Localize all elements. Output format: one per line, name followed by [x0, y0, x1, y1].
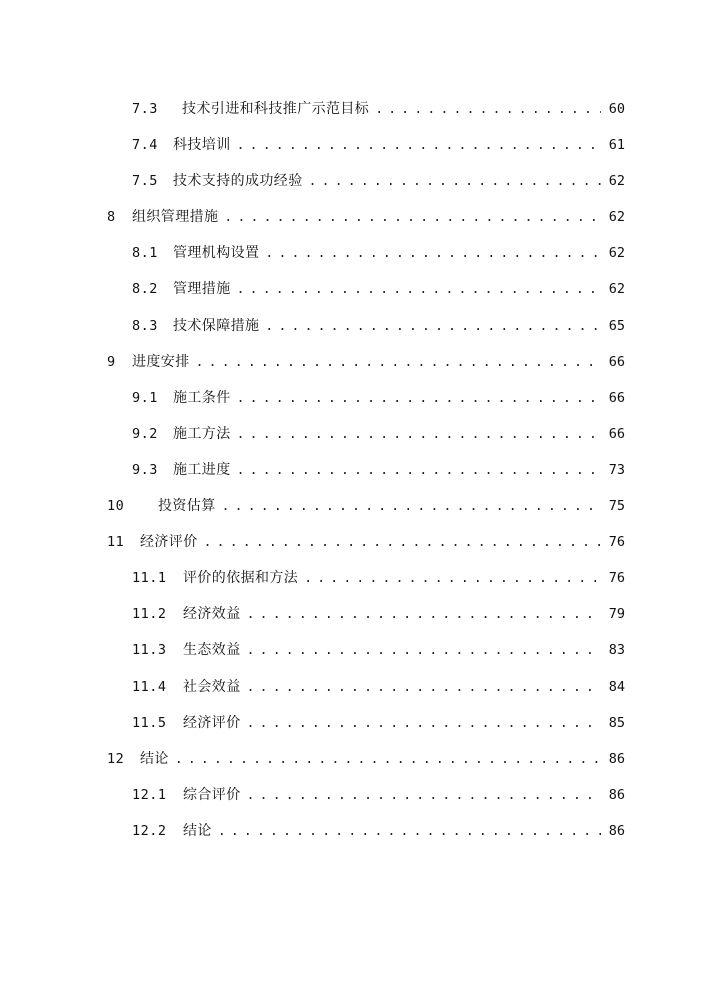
toc-dot-leader	[304, 570, 601, 588]
toc-section-title: 社会效益	[183, 678, 241, 695]
toc-entry-content	[132, 641, 625, 660]
toc-entry-content	[132, 461, 625, 480]
toc-entry-content	[132, 136, 625, 155]
toc-section-title: 生态效益	[183, 642, 241, 659]
toc-page-number: 62	[608, 281, 625, 298]
toc-page-number: 79	[608, 606, 625, 623]
toc-page-number: 75	[608, 498, 625, 515]
toc-section-title: 综合评价	[183, 786, 241, 803]
toc-section-number: 8.1	[132, 245, 158, 262]
toc-page-number: 85	[608, 714, 625, 731]
toc-section-title: 经济评价	[183, 714, 241, 731]
toc-section-title: 结论	[140, 750, 169, 767]
toc-entry-content	[107, 497, 625, 516]
toc-section-number: 7.5	[132, 173, 158, 190]
toc-dot-leader	[204, 534, 601, 552]
toc-entry[interactable]	[0, 234, 703, 270]
toc-section-number: 11.4	[132, 678, 167, 695]
toc-page-number: 62	[608, 209, 625, 226]
toc-page-number: 66	[608, 389, 625, 406]
toc-entry[interactable]	[0, 90, 703, 126]
toc-page-number: 66	[608, 353, 625, 370]
toc-entry[interactable]	[0, 162, 703, 198]
toc-dot-leader	[196, 354, 601, 372]
toc-entry[interactable]	[0, 415, 703, 451]
toc-dot-leader	[265, 245, 600, 263]
toc-entry-content	[132, 100, 625, 119]
toc-section-title: 施工条件	[173, 389, 231, 406]
toc-entry-content	[132, 244, 625, 263]
toc-entry-content	[107, 208, 625, 227]
toc-dot-leader	[309, 173, 601, 191]
toc-section-title: 评价的依据和方法	[183, 570, 299, 587]
toc-entry-content	[132, 569, 625, 588]
toc-section-number: 8.2	[132, 281, 158, 298]
toc-section-number: 11.5	[132, 714, 167, 731]
toc-entry[interactable]	[0, 343, 703, 379]
toc-dot-leader	[247, 642, 601, 660]
toc-section-number: 11.1	[132, 570, 167, 587]
toc-section-number: 7.3	[132, 101, 158, 117]
toc-entry[interactable]	[0, 270, 703, 306]
toc-section-number: 10	[107, 498, 125, 515]
toc-entry-content	[132, 317, 625, 336]
toc-entry[interactable]	[0, 776, 703, 812]
toc-page-number: 86	[608, 786, 625, 803]
toc-entry[interactable]	[0, 595, 703, 631]
toc-entry-content	[132, 280, 625, 299]
toc-section-number: 8	[107, 209, 116, 226]
toc-entry-content	[132, 605, 625, 624]
toc-page-number: 86	[608, 822, 625, 839]
toc-entry-content	[132, 425, 625, 444]
toc-page-number: 66	[608, 425, 625, 442]
toc-section-number: 12	[107, 750, 125, 767]
toc-page-number: 76	[608, 570, 625, 587]
toc-dot-leader	[247, 715, 601, 733]
toc-dot-leader	[247, 787, 601, 805]
toc-section-title: 结论	[183, 822, 212, 839]
toc-section-title: 组织管理措施	[132, 209, 219, 226]
toc-dot-leader	[375, 101, 601, 119]
toc-page-number: 86	[608, 750, 625, 767]
toc-entry[interactable]	[0, 668, 703, 704]
toc-entry-content	[132, 678, 625, 697]
toc-page-number: 65	[608, 317, 625, 334]
toc-section-title: 技术支持的成功经验	[173, 173, 303, 190]
toc-section-title: 经济评价	[140, 534, 198, 551]
toc-section-number: 12.1	[132, 786, 167, 803]
toc-entry[interactable]	[0, 451, 703, 487]
toc-section-title: 管理机构设置	[173, 245, 260, 262]
toc-section-title: 技术引进和科技推广示范目标	[182, 101, 370, 117]
toc-section-number: 9.2	[132, 425, 158, 442]
toc-section-number: 9	[107, 353, 116, 370]
toc-entry-content	[132, 786, 625, 805]
toc-page-number: 62	[608, 245, 625, 262]
table-of-contents	[0, 90, 703, 848]
toc-entry-content	[107, 353, 625, 372]
toc-section-title: 进度安排	[132, 353, 190, 370]
toc-dot-leader	[237, 462, 601, 480]
toc-section-title: 经济效益	[183, 606, 241, 623]
toc-dot-leader	[224, 209, 600, 227]
toc-entry-content	[107, 750, 625, 769]
toc-dot-leader	[237, 281, 601, 299]
toc-section-number: 9.3	[132, 461, 158, 478]
toc-entry[interactable]	[0, 704, 703, 740]
toc-dot-leader	[237, 390, 601, 408]
toc-page-number: 61	[608, 137, 625, 154]
toc-entry-content	[132, 389, 625, 408]
toc-section-number: 11	[107, 534, 125, 551]
toc-dot-leader	[265, 318, 600, 336]
toc-entry-content	[107, 533, 625, 552]
toc-dot-leader	[237, 137, 601, 155]
toc-dot-leader	[222, 498, 601, 516]
toc-section-number: 7.4	[132, 137, 158, 154]
toc-page-number: 84	[608, 678, 625, 695]
toc-section-title: 施工进度	[173, 461, 231, 478]
toc-section-number: 8.3	[132, 317, 158, 334]
toc-page-number: 76	[608, 534, 625, 551]
toc-entry[interactable]	[0, 631, 703, 667]
toc-entry-content	[132, 172, 625, 191]
toc-section-title: 施工方法	[173, 425, 231, 442]
toc-page-number: 60	[608, 101, 625, 117]
toc-entry-content	[132, 714, 625, 733]
toc-section-number: 11.3	[132, 642, 167, 659]
toc-dot-leader	[247, 606, 601, 624]
toc-section-number: 11.2	[132, 606, 167, 623]
toc-section-title: 技术保障措施	[173, 317, 260, 334]
toc-section-title: 投资估算	[158, 498, 216, 515]
toc-section-number: 9.1	[132, 389, 158, 406]
toc-dot-leader	[247, 679, 601, 697]
toc-section-title: 管理措施	[173, 281, 231, 298]
toc-entry[interactable]	[0, 523, 703, 559]
toc-entry[interactable]	[0, 126, 703, 162]
toc-section-title: 科技培训	[173, 137, 231, 154]
toc-entry[interactable]	[0, 307, 703, 343]
toc-entry[interactable]	[0, 559, 703, 595]
toc-entry[interactable]	[0, 198, 703, 234]
toc-entry-content	[132, 822, 625, 841]
toc-page-number: 62	[608, 173, 625, 190]
toc-page-number: 73	[608, 461, 625, 478]
toc-entry[interactable]	[0, 487, 703, 523]
toc-page-number: 83	[608, 642, 625, 659]
toc-section-number: 12.2	[132, 822, 167, 839]
toc-dot-leader	[237, 426, 601, 444]
toc-dot-leader	[175, 751, 601, 769]
toc-entry[interactable]	[0, 812, 703, 848]
toc-dot-leader	[218, 823, 601, 841]
toc-entry[interactable]	[0, 379, 703, 415]
toc-entry[interactable]	[0, 740, 703, 776]
